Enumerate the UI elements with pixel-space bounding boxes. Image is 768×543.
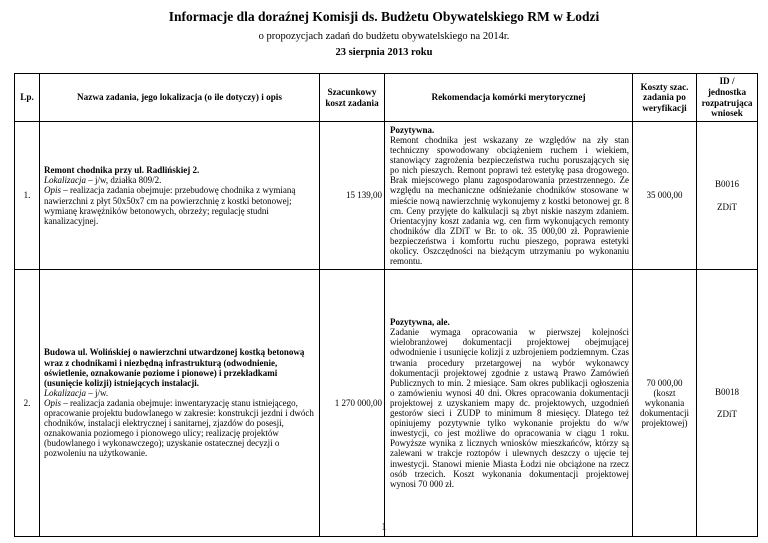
page-number: 1 <box>381 521 387 533</box>
col-header-cost: Szacunkowy koszt zadania <box>320 74 385 122</box>
col-header-lp: Lp. <box>15 74 40 122</box>
location-value: – j/w, działka 809/2. <box>86 175 162 186</box>
estimated-cost: 1 270 000,00 <box>320 270 385 537</box>
location-label: Lokalizacja <box>44 387 86 398</box>
task-description <box>40 270 320 537</box>
recommendation <box>385 270 633 537</box>
recommendation-verdict: Pozytywna. <box>390 124 435 135</box>
opis-label: Opis <box>44 185 62 196</box>
task-opis <box>44 185 315 225</box>
task-id: B0016 <box>714 179 739 190</box>
recommendation-text: Zadanie wymaga opracowania w pierwszej kolejności wielobranżowej dokumentacji projektowej obejmującej odwodnienie i usunięcie kolizji z uzbrojeniem podziemnym. Czas trwania procedury przetargowej na wybór wykonawcy dokumentacji projektowej zgodnie z ustawą Prawo Zamówień Publicznych to min. 2 miesiące. Sam okres publikacji ogłoszenia o zamówieniu wynosi 40 dni. Okres opracowania dokumentacji projektowej z uzyskaniem mapy dc. projektowych, uzgodnień gestorów sieci i ZUDP to minimum 8 miesięcy. Dlatego też opiniujemy pozytywnie tylko wykonanie projektu do w/w inwestycji, co jest możliwe do opracowania w ciągu 1 roku. Powyższe wynika z licznych wniosków mieszkańców, którzy są zalewani w trakcje roztopów i ulewnych deszczy o ujęcie tej inwestycji. Stanowi mienie Miasta Łodzi nie obciążone na rzecz osób trzecich. Koszt wykonania dokumentacji projektowej wynosi 70 000 zł. <box>390 327 629 489</box>
location-value: – j/w. <box>86 387 109 398</box>
col-header-verified-cost: Koszty szac. zadania po weryfikacji <box>633 74 697 122</box>
row-number: 1. <box>15 122 40 270</box>
page-title: Informacje dla doraźnej Komisji ds. Budżetu Obywatelskiego RM w Łodzi <box>168 9 600 24</box>
task-location <box>44 388 315 398</box>
task-id: B0018 <box>714 386 739 397</box>
table-row <box>15 122 758 270</box>
responsible-unit: ZDiT <box>717 409 737 419</box>
opis-label: Opis <box>44 397 62 408</box>
page-subtitle: o propozycjach zadań do budżetu obywatelskiego na 2014r. <box>258 31 510 42</box>
task-opis <box>44 398 315 459</box>
id-unit-cell <box>697 122 758 270</box>
col-header-id: ID / jednostka rozpatrująca wniosek <box>697 74 758 122</box>
row-number: 2. <box>15 270 40 537</box>
id-unit-cell <box>697 270 758 537</box>
task-location <box>44 175 315 185</box>
location-label: Lokalizacja <box>44 175 86 186</box>
opis-value: – realizacja zadania obejmuje: inwentaryzację stanu istniejącego, opracowanie projektu budowlanego w zakresie: konstrukcji jezdni i dwóch chodników, instalacji elektrycznej i sanitarnej, zjazdów do posesji, oznakowania poziomego i pionowego ulicy; realizację projektów (budowlanego i wykonawczego); uzyskanie ostatecznej decyzji o pozwoleniu na użytkowanie. <box>44 397 314 459</box>
col-header-recommendation: Rekomendacja komórki merytorycznej <box>385 74 633 122</box>
responsible-unit: ZDiT <box>717 201 737 212</box>
recommendation-text: Remont chodnika jest wskazany ze względów na zły stan techniczny spowodowany obciążeniem ruchem i wiekiem, stanowiący zagrożenia bezpieczeństwa ruchu poruszających się po nich pieszych. Remont poprawi też estetykę pasa drogowego. Brak miejscowego planu zagospodarowania przestrzennego. Ze względu na mechaniczne odśnieżanie chodników stosowane w mieście nową nawierzchnię wykonujemy z kostki betonowej gr. 8 cm. Ceny przyjęte do kalkulacji są zbyt niskie naszym zdaniem. Orientacyjny koszt zadania wg. cen firm wykonujących remonty chodników dla ZDiT w Br. to ok. 35 000,00 zł. Poprawienie bezpieczeństwa i komfortu ruchu pieszego, poprawa estetyki okolicy. Oszczędności na bieżącym utrzymaniu po wykonaniu remontu. <box>390 134 629 267</box>
task-description <box>40 122 320 270</box>
task-title: Remont chodnika przy ul. Radlińskiej 2. <box>44 165 200 176</box>
recommendation <box>385 122 633 270</box>
recommendation-verdict: Pozytywna, ale. <box>390 317 450 328</box>
verified-cost: 35 000,00 <box>633 122 697 270</box>
estimated-cost: 15 139,00 <box>320 122 385 270</box>
table-row <box>15 270 758 537</box>
task-title: Budowa ul. Wolińskiej o nawierzchni utwardzonej kostką betonową wraz z chodnikami i niezbędną infrastrukturą (odwodnienie, oświetlenie, oznakowanie poziome i pionowe) i przekładkami (usunięcie kolizji) istniejących instalacji. <box>44 347 305 388</box>
verified-cost: 70 000,00 (koszt wykonania dokumentacji projektowej) <box>633 270 697 537</box>
col-header-name: Nazwa zadania, jego lokalizacja (o ile dotyczy) i opis <box>40 74 320 122</box>
table-header-row <box>15 74 758 122</box>
opis-value: – realizacja zadania obejmuje: przebudowę chodnika z wymianą nawierzchni z płyt 50x50x7 cm na powierzchnię z kostki betonowej; wymianę krawężników betonowych, obrzeży; regulację studni kanalizacyjnej. <box>44 185 296 226</box>
page-date: 23 sierpnia 2013 roku <box>335 47 433 58</box>
proposals-table <box>14 73 758 537</box>
